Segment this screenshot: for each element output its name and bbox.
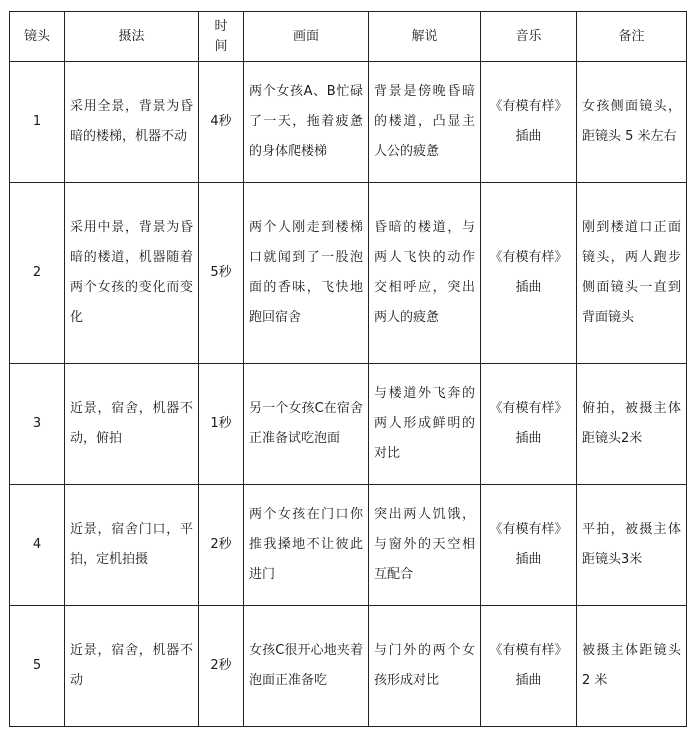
table-row xyxy=(10,183,687,364)
cell-shot: 4 xyxy=(10,485,65,606)
cell-shot: 5 xyxy=(10,606,65,727)
cell-time: 2秒 xyxy=(199,485,244,606)
cell-narration: 背景是傍晚昏暗的楼道，凸显主人公的疲惫 xyxy=(369,62,481,183)
cell-note: 俯拍，被摄主体距镜头2米 xyxy=(577,364,687,485)
cell-method: 近景，宿舍，机器不动，俯拍 xyxy=(65,364,199,485)
cell-note: 女孩侧面镜头，距镜头 5 米左右 xyxy=(577,62,687,183)
cell-scene: 两个人刚走到楼梯口就闻到了一股泡面的香味，飞快地跑回宿舍 xyxy=(244,183,369,364)
cell-scene: 另一个女孩C在宿舍正准备试吃泡面 xyxy=(244,364,369,485)
header-music: 音乐 xyxy=(481,12,577,62)
table-row xyxy=(10,364,687,485)
cell-method: 采用中景，背景为昏暗的楼道，机器随着两个女孩的变化而变化 xyxy=(65,183,199,364)
cell-music: 《有模有样》插曲 xyxy=(481,485,577,606)
cell-shot: 3 xyxy=(10,364,65,485)
cell-time: 4秒 xyxy=(199,62,244,183)
cell-narration: 突出两人饥饿，与窗外的天空相互配合 xyxy=(369,485,481,606)
cell-time: 5秒 xyxy=(199,183,244,364)
cell-music: 《有模有样》插曲 xyxy=(481,364,577,485)
cell-music: 《有模有样》插曲 xyxy=(481,606,577,727)
cell-time: 1秒 xyxy=(199,364,244,485)
cell-scene: 两个女孩在门口你推我搡地不让彼此进门 xyxy=(244,485,369,606)
cell-scene: 女孩C很开心地夹着泡面正准备吃 xyxy=(244,606,369,727)
cell-method: 近景，宿舍，机器不动 xyxy=(65,606,199,727)
cell-narration: 与门外的两个女孩形成对比 xyxy=(369,606,481,727)
cell-shot: 2 xyxy=(10,183,65,364)
header-row xyxy=(10,12,687,62)
header-method: 摄法 xyxy=(65,12,199,62)
cell-scene: 两个女孩A、B忙碌了一天，拖着疲惫的身体爬楼梯 xyxy=(244,62,369,183)
table-row xyxy=(10,606,687,727)
header-shot: 镜头 xyxy=(10,12,65,62)
header-note: 备注 xyxy=(577,12,687,62)
cell-narration: 与楼道外飞奔的两人形成鲜明的对比 xyxy=(369,364,481,485)
cell-note: 被摄主体距镜头 2 米 xyxy=(577,606,687,727)
cell-narration: 昏暗的楼道，与两人飞快的动作交相呼应，突出两人的疲惫 xyxy=(369,183,481,364)
header-time xyxy=(199,12,244,62)
cell-music: 《有模有样》插曲 xyxy=(481,183,577,364)
cell-music: 《有模有样》插曲 xyxy=(481,62,577,183)
cell-note: 平拍，被摄主体距镜头3米 xyxy=(577,485,687,606)
cell-note: 刚到楼道口正面镜头，两人跑步侧面镜头一直到背面镜头 xyxy=(577,183,687,364)
cell-method: 采用全景，背景为昏暗的楼梯，机器不动 xyxy=(65,62,199,183)
cell-time: 2秒 xyxy=(199,606,244,727)
table-row xyxy=(10,485,687,606)
header-narration: 解说 xyxy=(369,12,481,62)
cell-shot: 1 xyxy=(10,62,65,183)
storyboard-table xyxy=(9,11,687,727)
header-scene: 画面 xyxy=(244,12,369,62)
cell-method: 近景，宿舍门口，平拍，定机拍摄 xyxy=(65,485,199,606)
table-row xyxy=(10,62,687,183)
header-time-text: 时间 xyxy=(214,18,228,54)
